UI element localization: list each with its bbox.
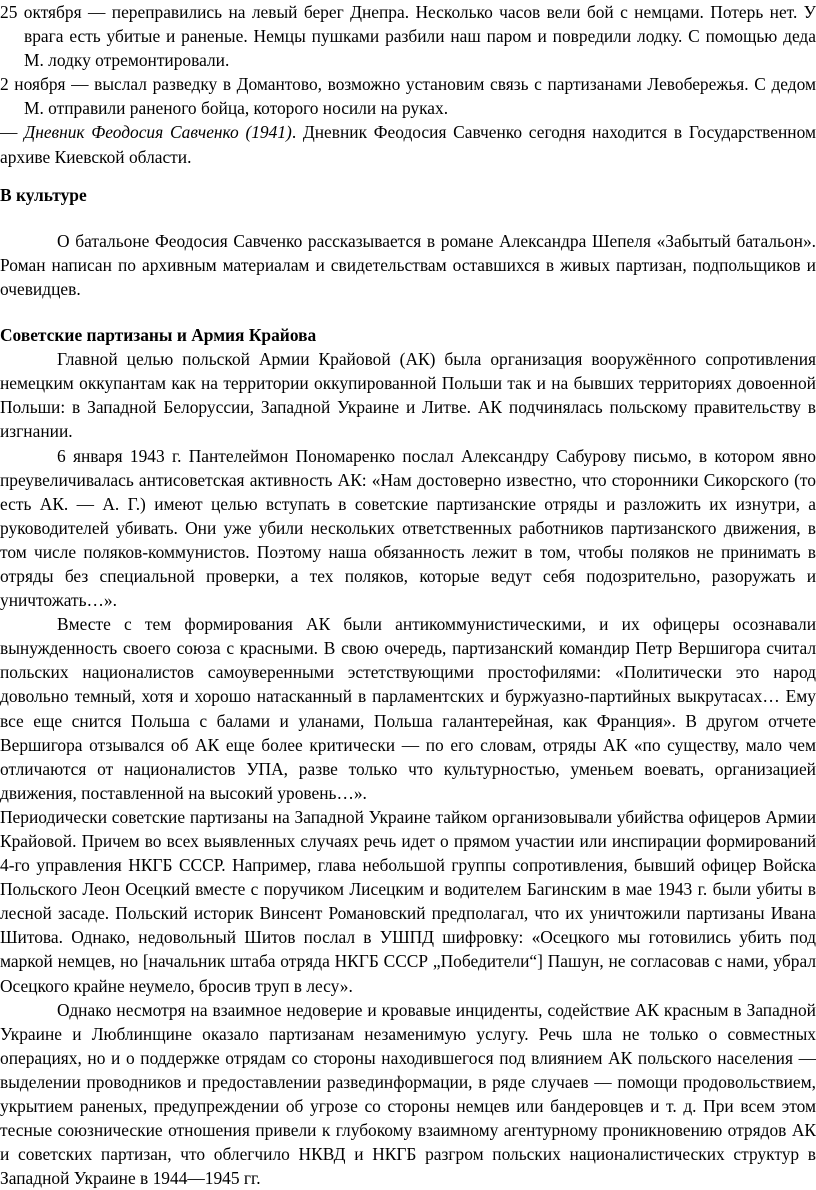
diary-entry-nov2: 2 ноября — выслал разведку в Домантово, возможно установим связь с партизанами Левобережья. С дедом М. отправили раненого бойца, которого носили на руках.	[0, 74, 816, 119]
culture-paragraph: О батальоне Феодосия Савченко рассказывается в романе Александра Шепеля «Забытый батальон». Роман написан по архивным материалам и свидетельствам оставшихся в живых партизан, подпольщиков и очевидцев.	[0, 230, 816, 299]
source-note: . Дневник Феодосия Савченко сегодня находится в Государственном архиве Киевской области.	[0, 122, 816, 167]
ak-paragraph-1: Главной целью польской Армии Крайовой (АК) была организация вооружённого сопротивления немецким оккупантам как на территории оккупированной Польши так и на бывших территориях довоенной Польши: в Западной Белоруссии, Западной Украине и Литве. АК подчинялась польскому правительству в изгнании.	[0, 349, 816, 442]
ak-paragraph-5: Однако несмотря на взаимное недоверие и кровавые инциденты, содействие АК красным в Западной Украине и Люблинщине оказало партизанам незаменимую услугу. Речь шла не только о совместных операциях, но и о поддержке отрядам со стороны находившегося под влиянием АК польского населения — выделении проводников и предоставлении развединформации, в ряде случаев — помощи продовольствием, укрытием раненых, предупреждении об угрозе со стороны немцев или бандеровцев и т. д. При всем этом тесные союзнические отношения привели к глубокому взаимному агентурному проникновению отрядов АК и советских партизан, что облегчило НКВД и НКГБ разгром польских националистических структур в Западной Украине в 1944—1945 гг.	[0, 999, 816, 1189]
ak-paragraph-4: Периодически советские партизаны на Западной Украине тайком организовывали убийства офицеров Армии Крайовой. Причем во всех выявленных случаях речь идет о прямом участии или инспирации формирований 4-го управления НКГБ СССР. Например, глава небольшой группы сопротивления, бывший офицер Войска Польского Леон Осецкий вместе с поручиком Лисецким и водителем Багинским в мае 1943 г. были убиты в лесной засаде. Польский историк Винсент Романовский предполагал, что их уничтожили партизаны Ивана Шитова. Однако, недовольный Шитов послал в УШПД шифровку: «Осецкого мы готовились убить под маркой немцев, но [начальник штаба отряда НКГБ СССР „Победители“] Пашун, не согласовав с нами, убрал Осецкого крайне неумело, бросив труп в лесу».	[0, 806, 816, 996]
heading-culture: В культуре	[0, 184, 87, 205]
source-dash: —	[0, 122, 25, 143]
source-title: Дневник Феодосия Савченко (1941)	[24, 122, 292, 143]
diary-entry-oct25: 25 октября — переправились на левый берег Днепра. Несколько часов вели бой с немцами. Потерь нет. У врага есть убитые и раненые. Немцы пушками разбили наш паром и повредили лодку. С помощью деда М. лодку отремонтировали.	[0, 2, 816, 71]
ak-paragraph-2: 6 января 1943 г. Пантелеймон Пономаренко послал Александру Сабурову письмо, в котором явно преувеличивалась антисоветская активность АК: «Нам достоверно известно, что сторонники Сикорского (то есть АК. — А. Г.) имеют целью вступать в советские партизанские отряды и разложить их изнутри, а руководителей убивать. Они уже убили нескольких ответственных работников партизанского движения, в том числе поляков-коммунистов. Поэтому наша обязанность лежит в том, чтобы поляков не принимать в отряды без специальной проверки, а тех поляков, которые ведут себя подозрительно, разоружать и уничтожать…».	[0, 445, 816, 611]
heading-partisans-ak: Советские партизаны и Армия Крайова	[0, 325, 317, 346]
ak-paragraph-3: Вместе с тем формирования АК были антикоммунистическими, и их офицеры осознавали вынужденность своего союза с красными. В свою очередь, партизанский командир Петр Вершигора считал польских националистов самоуверенными эстетствующими простофилями: «Политически это народ довольно темный, хотя и хорошо натасканный в парламентских и буржуазно-партийных выкрутасах… Ему все еще снится Польша с балами и уланами, Польша галантерейная, как Франция». В другом отчете Вершигора отзывался об АК еще более критически — по его словам, отряды АК «по существу, мало чем отличаются от националистов УПА, разве только что культурностью, уменьем воевать, организацией движения, поставленной на высокий уровень…».	[0, 614, 816, 803]
diary-source	[0, 120, 816, 168]
